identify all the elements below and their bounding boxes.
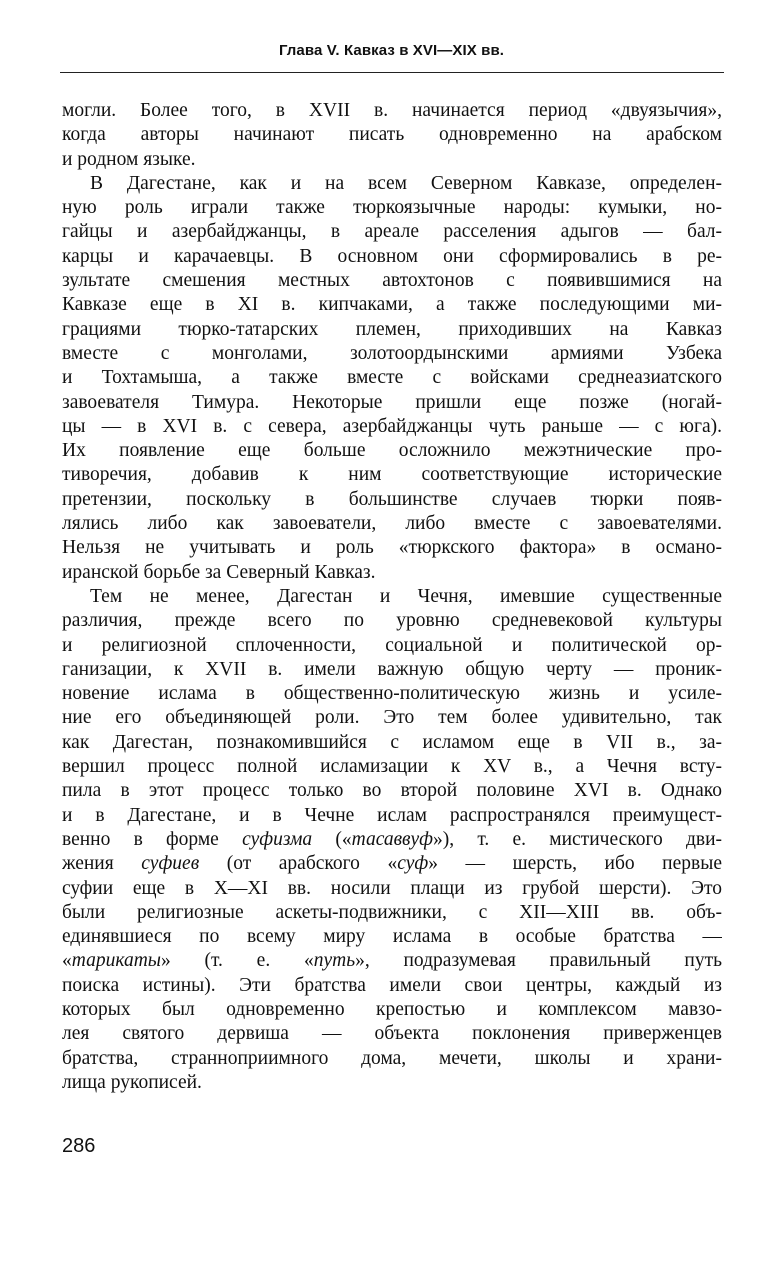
text-line: Их появление еще больше осложнило межэтнические про- — [62, 440, 722, 462]
text-line: вершил процесс полной исламизации к XV в., а Чечня всту- — [62, 756, 722, 778]
text-line: и Тохтамыша, а также вместе с войсками среднеазиатского — [62, 367, 722, 389]
text-line: иранской борьбе за Северный Кавказ. — [62, 561, 376, 583]
text-line: претензии, поскольку в большинстве случаев тюрки появ- — [62, 488, 722, 510]
text-line: братства, странноприимного дома, мечети, школы и храни- — [62, 1047, 722, 1069]
text-line: цы — в XVI в. с севера, азербайджанцы чуть раньше — с юга). — [62, 415, 722, 437]
text-line: и религиозной сплоченности, социальной и политической ор- — [62, 634, 722, 656]
running-head: Глава V. Кавказ в XVI—XIX вв. — [278, 42, 505, 59]
text-run: » — шерсть, ибо первые — [428, 853, 722, 875]
text-run: жения — [62, 853, 142, 875]
text-line: были религиозные аскеты-подвижники, с XII—XIII вв. объ- — [62, 901, 722, 923]
text-line: поиска истины). Эти братства имели свои центры, каждый из — [62, 974, 722, 996]
text-line: которых был одновременно крепостью и комплексом мавзо- — [62, 998, 722, 1020]
text-line: завоевателя Тимура. Некоторые пришли еще позже (ногай- — [62, 391, 722, 413]
text-line: тиворечия, добавив к ним соответствующие исторические — [62, 464, 722, 486]
text-line: ние его объединяющей роли. Это тем более удивительно, так — [62, 707, 722, 729]
text-run: (« — [312, 828, 352, 850]
text-line: лялись либо как завоеватели, либо вместе с завоевателями. — [62, 513, 722, 535]
text-line: Нельзя не учитывать и роль «тюркского фактора» в османо- — [62, 537, 722, 559]
text-run: »), т. е. мистического дви- — [433, 828, 722, 850]
italic-term: суф — [397, 853, 429, 875]
text-line-mixed — [62, 852, 722, 876]
text-line: и в Дагестане, и в Чечне ислам распространялся преимущест- — [62, 804, 722, 826]
text-line: Кавказе еще в XI в. кипчаками, а также последующими ми- — [62, 294, 722, 316]
text-line-mixed — [62, 828, 722, 852]
text-line: лища рукописей. — [62, 1071, 202, 1093]
italic-term: тасаввуф — [351, 828, 434, 850]
text-run: » (т. е. « — [161, 950, 314, 972]
text-run: », подразумевая правильный путь — [355, 950, 722, 972]
text-line-mixed — [62, 949, 722, 973]
text-line: как Дагестан, познакомившийся с исламом еще в VII в., за- — [62, 731, 722, 753]
text-line: вместе с монголами, золотоордынскими армиями Узбека — [62, 342, 722, 364]
text-line: суфии еще в X—XI вв. носили плащи из грубой шерсти). Это — [62, 877, 722, 899]
text-line: карцы и карачаевцы. В основном они сформировались в ре- — [62, 245, 722, 267]
text-line: и родном языке. — [62, 148, 196, 170]
text-line: пила в этот процесс только во второй половине XVI в. Однако — [62, 780, 722, 802]
text-line: ганизации, к XVII в. имели важную общую черту — проник- — [62, 658, 722, 680]
italic-term: суфиев — [141, 853, 200, 875]
text-line: различия, прежде всего по уровню средневековой культуры — [62, 610, 722, 632]
text-line: лея святого дервиша — объекта поклонения приверженцев — [62, 1023, 722, 1045]
header-rule — [60, 72, 724, 73]
text-line: Тем не менее, Дагестан и Чечня, имевшие существенные — [90, 585, 722, 607]
italic-term: путь — [313, 950, 356, 972]
italic-term: тарикаты — [71, 950, 161, 972]
page-number: 286 — [62, 1135, 96, 1157]
text-line: ную роль играли также тюркоязычные народы: кумыки, но- — [62, 197, 722, 219]
paragraph-1 — [62, 99, 722, 172]
paragraph-2 — [62, 172, 722, 585]
text-line: зультате смешения местных автохтонов с появившимися на — [62, 270, 722, 292]
italic-term: суфизма — [242, 828, 313, 850]
text-line: В Дагестане, как и на всем Северном Кавказе, определен- — [90, 172, 722, 194]
text-line: единявшиеся по всему миру ислама в особые братства — — [62, 926, 722, 948]
text-line: гайцы и азербайджанцы, в ареале расселения адыгов — бал- — [62, 221, 722, 243]
body-text — [62, 99, 722, 1095]
paragraph-3 — [62, 585, 722, 1095]
text-line: новение ислама в общественно-политическую жизнь и усиле- — [62, 683, 722, 705]
text-run: « — [62, 950, 72, 972]
text-run: венно в форме — [62, 828, 243, 850]
text-run: (от арабского « — [199, 853, 398, 875]
text-line: когда авторы начинают писать одновременно на арабском — [62, 124, 722, 146]
text-line: могли. Более того, в XVII в. начинается период «двуязычия», — [62, 100, 722, 121]
text-line: грациями тюрко-татарских племен, приходивших на Кавказ — [62, 318, 722, 340]
